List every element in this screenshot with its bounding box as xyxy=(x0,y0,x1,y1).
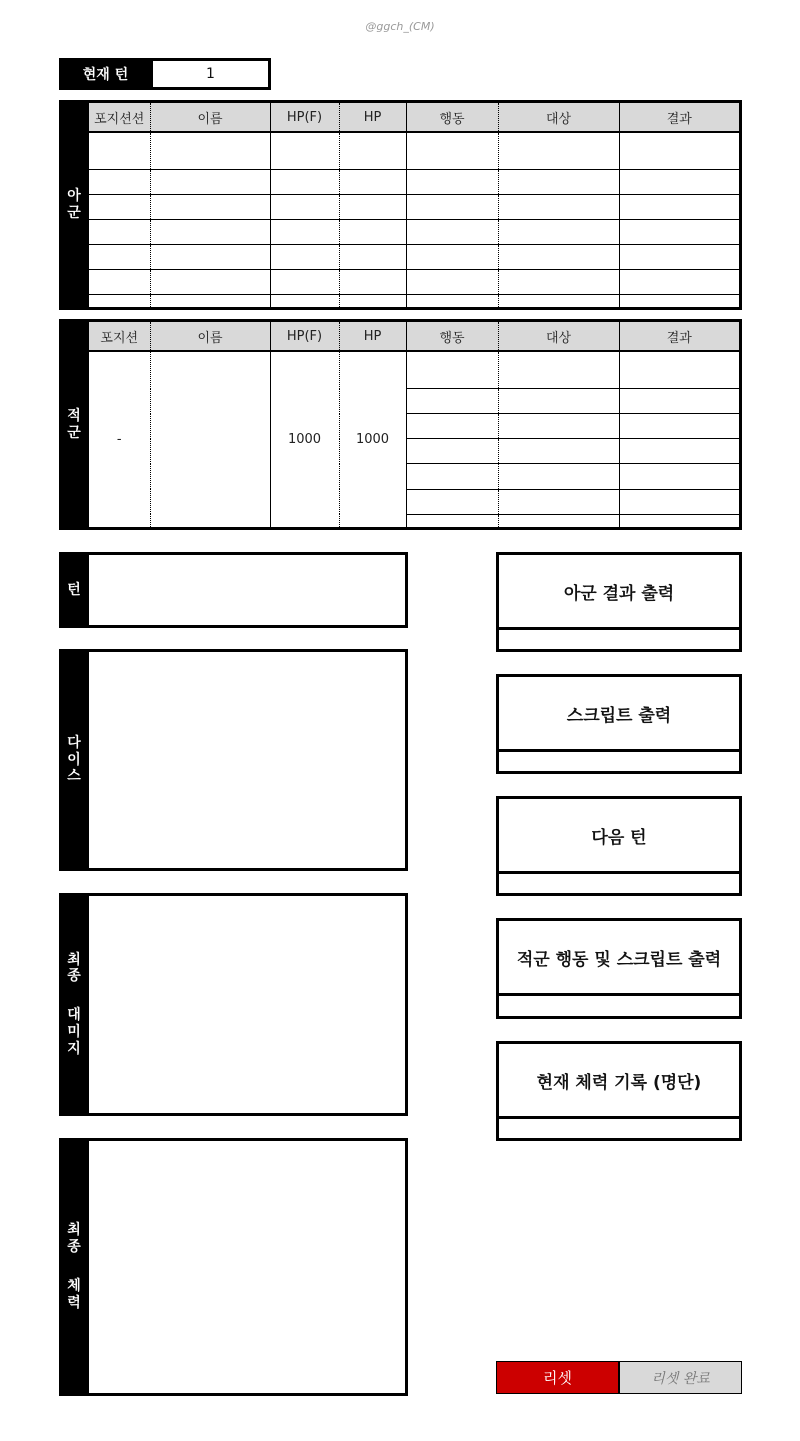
final-hp-label-char: 종 xyxy=(67,1239,81,1256)
enemy-hp[interactable]: 1000 xyxy=(339,351,406,527)
next-turn-button[interactable]: 다음 턴 xyxy=(499,799,739,874)
enemy-label-char: 군 xyxy=(67,424,81,441)
final-hp-label xyxy=(59,1138,89,1396)
turn-panel-label xyxy=(59,552,89,628)
reset-done-status: 리셋 완료 xyxy=(619,1361,742,1394)
enemy-label-char: 적 xyxy=(67,407,81,424)
dice-label-char: 다 xyxy=(67,734,81,751)
final-hp-label-char: 력 xyxy=(67,1294,81,1311)
enemy-col-action: 행동 xyxy=(406,322,498,351)
table-row xyxy=(89,195,739,220)
record-hp-button[interactable]: 현재 체력 기록 (명단) xyxy=(499,1044,739,1119)
table-row xyxy=(89,270,739,295)
turn-panel-label-char: 턴 xyxy=(67,581,81,598)
script-output xyxy=(496,674,742,774)
final-hp-label-char: 최 xyxy=(67,1222,81,1239)
table-row xyxy=(89,245,739,270)
ally-result-output xyxy=(496,552,742,652)
enemy-col-result: 결과 xyxy=(619,322,739,351)
ally-col-result: 결과 xyxy=(619,103,739,132)
enemy-col-name: 이름 xyxy=(150,322,270,351)
enemy-table xyxy=(86,319,742,530)
dice-panel-label xyxy=(59,649,89,871)
dice-label-char: 스 xyxy=(67,768,81,785)
final-hp-panel[interactable] xyxy=(86,1138,408,1396)
turn-panel[interactable] xyxy=(86,552,408,628)
record-hp xyxy=(496,1041,742,1141)
current-turn-value[interactable]: 1 xyxy=(150,58,271,90)
enemy-action-script-button[interactable]: 적군 행동 및 스크립트 출력 xyxy=(499,921,739,996)
current-turn-label: 현재 턴 xyxy=(59,58,152,90)
ally-col-action: 행동 xyxy=(406,103,498,132)
enemy-name[interactable] xyxy=(150,351,270,527)
enemy-col-target: 대상 xyxy=(498,322,619,351)
final-damage-panel[interactable] xyxy=(86,893,408,1116)
final-damage-label xyxy=(59,893,89,1116)
ally-col-hp: HP xyxy=(339,103,406,132)
final-damage-label-char: 미 xyxy=(67,1023,81,1040)
reset-button[interactable]: 리셋 xyxy=(496,1361,619,1394)
enemy-col-position: 포지션 xyxy=(89,322,150,351)
enemy-col-hp: HP xyxy=(339,322,406,351)
enemy-position[interactable]: - xyxy=(89,351,150,527)
enemy-label xyxy=(59,319,89,530)
ally-result-output-button[interactable]: 아군 결과 출력 xyxy=(499,555,739,630)
table-row xyxy=(89,220,739,245)
enemy-col-hpf: HP(F) xyxy=(270,322,339,351)
ally-label-char: 아 xyxy=(67,188,81,205)
table-row xyxy=(89,132,739,170)
table-row xyxy=(89,351,739,389)
enemy-action-script xyxy=(496,918,742,1019)
dice-label-char: 이 xyxy=(67,751,81,768)
final-hp-label-char: 체 xyxy=(67,1278,81,1294)
final-damage-label-char: 최 xyxy=(67,951,81,968)
ally-col-name: 이름 xyxy=(150,103,270,132)
ally-label xyxy=(59,100,89,310)
script-output-button[interactable]: 스크립트 출력 xyxy=(499,677,739,752)
ally-table xyxy=(86,100,742,310)
next-turn xyxy=(496,796,742,896)
final-damage-label-char: 대 xyxy=(67,1007,81,1024)
table-row xyxy=(89,295,739,308)
ally-col-target: 대상 xyxy=(498,103,619,132)
ally-col-position: 포지션션 xyxy=(89,103,150,132)
enemy-hpf[interactable]: 1000 xyxy=(270,351,339,527)
final-damage-label-char: 지 xyxy=(67,1040,81,1057)
dice-panel[interactable] xyxy=(86,649,408,871)
final-damage-label-char: 종 xyxy=(67,968,81,985)
watermark: @ggch_(CM) xyxy=(365,20,435,33)
ally-col-hpf: HP(F) xyxy=(270,103,339,132)
ally-label-char: 군 xyxy=(67,205,81,221)
table-row xyxy=(89,170,739,195)
